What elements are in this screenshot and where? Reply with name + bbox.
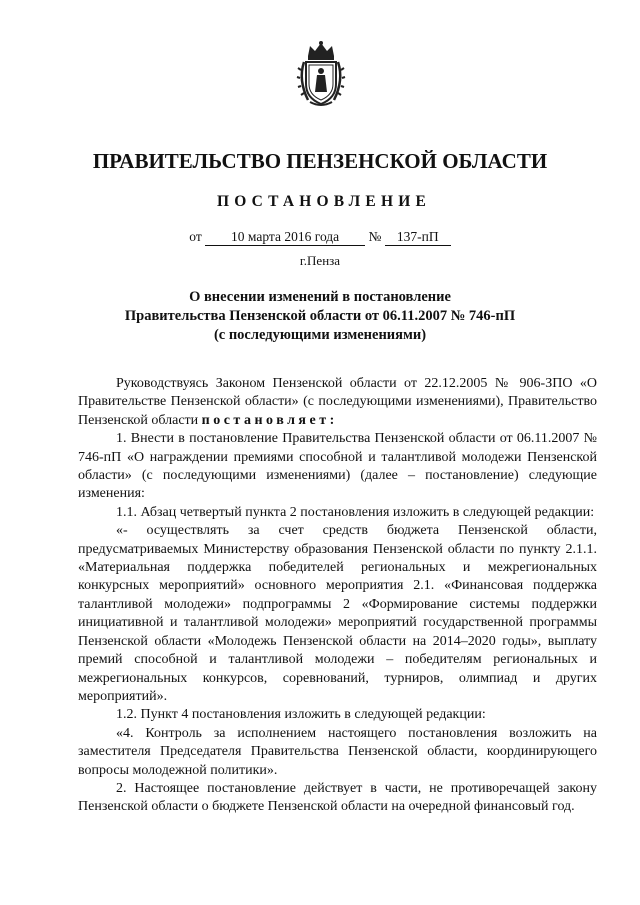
document-body — [78, 375, 597, 817]
intro-text: Руководствуясь Законом Пензенской области от 22.12.2005 № 906-ЗПО «О Правительстве Пензенской области» (с последующими изменениями), Правительство Пензенской области — [78, 376, 597, 428]
document-subject — [0, 288, 640, 345]
document-type: ПОСТАНОВЛЕНИЕ — [216, 193, 432, 210]
subject-line: Правительства Пензенской области от 06.11.2007 № 746-пП — [124, 308, 516, 324]
number-prefix: № — [368, 229, 382, 244]
date-number-line — [0, 229, 640, 246]
resolves-word: постановляет: — [201, 412, 338, 428]
document-number: 137-пП — [385, 229, 451, 246]
subject-line: (с последующими изменениями) — [213, 327, 427, 343]
government-title: ПРАВИТЕЛЬСТВО ПЕНЗЕНСКОЙ ОБЛАСТИ — [92, 149, 548, 173]
paragraph-item-1: 1. Внести в постановление Правительства Пензенской области от 06.11.2007 № 746-пП «О награждении премиями способной и талантливой молодежи Пензенской области» (с последующими изменениями) (далее – постановление) следующие изменения: — [78, 431, 597, 502]
paragraph-intro — [78, 375, 597, 430]
date-prefix: от — [189, 229, 202, 244]
paragraph-item-1-2-text: «4. Контроль за исполнением настоящего постановления возложить на заместителя Председателя Правительства Пензенской области, координирующего вопросы молодежной политики». — [78, 725, 597, 778]
paragraph-item-2: 2. Настоящее постановление действует в части, не противоречащей закону Пензенской области о бюджете Пензенской области на очередной финансовый год. — [78, 780, 597, 815]
paragraph-item-1-2: 1.2. Пункт 4 постановления изложить в следующей редакции: — [116, 707, 486, 723]
city: г.Пенза — [299, 253, 341, 268]
penza-region-coat-of-arms-icon — [296, 40, 346, 108]
document-date: 10 марта 2016 года — [205, 229, 365, 246]
subject-line: О внесении изменений в постановление — [189, 289, 451, 305]
paragraph-item-1-1: 1.1. Абзац четвертый пункта 2 постановления изложить в следующей редакции: — [116, 504, 595, 520]
paragraph-item-1-1-text: «- осуществлять за счет средств бюджета Пензенской области, предусматриваемых Министерству образования Пензенской области по пункту 2.1.1. «Материальная поддержка победителей региональных и межрегиональных конкурсных мероприятий» основного мероприятия 2.1. «Финансовая поддержка талантливой молодежи» подпрограммы 2 «Формирование системы поддержки инициативной и талантливой молодежи» мероприятий государственной программы Пензенской области «Молодежь Пензенской области на 2014–2020 годы», выплату премий способной и талантливой молодежи – победителям региональных и межрегиональных конкурсов, соревнований, турниров, олимпиад и других мероприятий». — [78, 523, 597, 704]
